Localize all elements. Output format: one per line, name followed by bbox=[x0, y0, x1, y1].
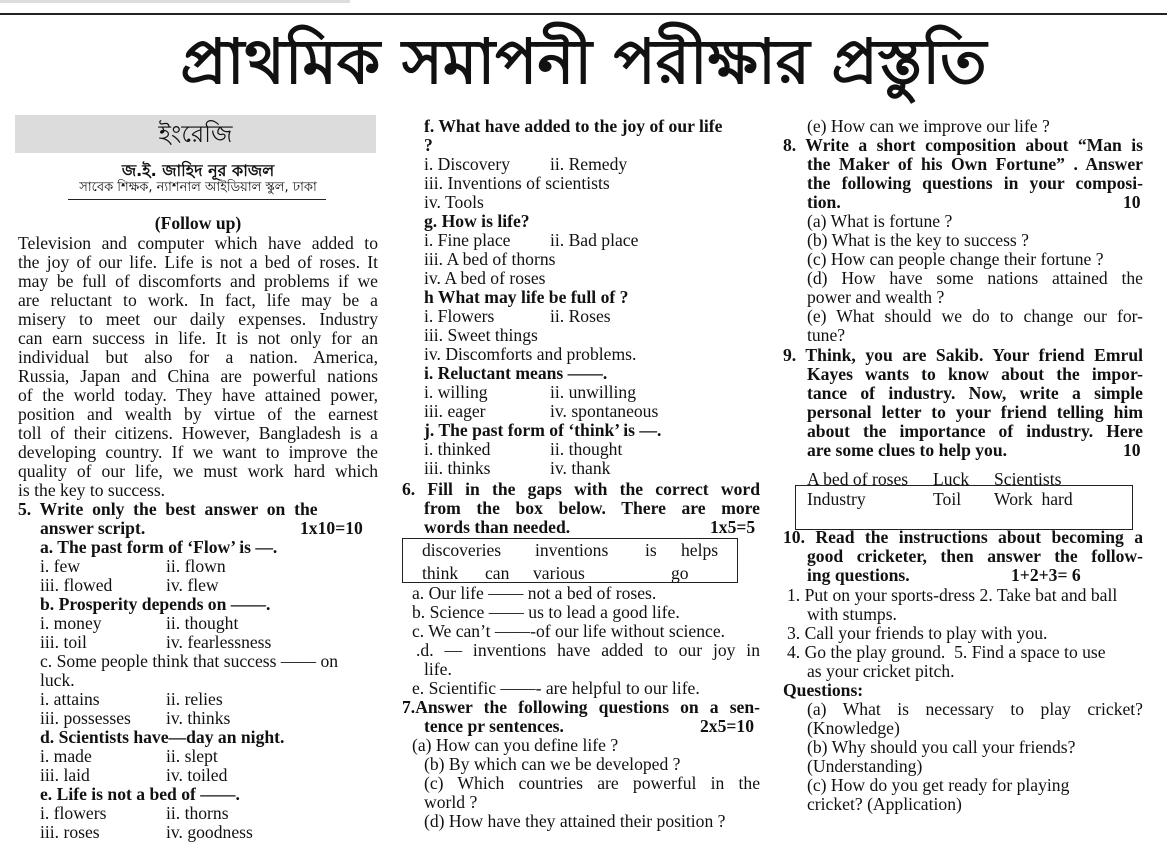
top-rule bbox=[0, 13, 1167, 15]
q5-heading: 5. Write only the best answer on the bbox=[18, 499, 318, 519]
q9-heading: 9. Think, you are Sakib. Your friend Emrul bbox=[783, 345, 1143, 365]
q7-item: (b) By which can we be developed ? bbox=[424, 754, 681, 774]
q9-heading-cont: tance of industry. Now, write a simple bbox=[807, 383, 1143, 403]
box-word: discoveries bbox=[422, 540, 502, 560]
q8-item: tune? bbox=[807, 325, 846, 345]
option: iv. flew bbox=[166, 575, 219, 595]
passage-line: the joy of our life. Life is not a bed of roses. It bbox=[18, 252, 378, 272]
q6-item: life. bbox=[424, 659, 452, 679]
clue-word: A bed of roses bbox=[807, 469, 909, 489]
clue-word: Luck bbox=[933, 469, 970, 489]
q6-heading-cont: from the box below. There are more bbox=[424, 498, 760, 518]
passage-line: misery to meet our daily expenses. Industry bbox=[18, 309, 378, 329]
option: iii. roses bbox=[40, 822, 100, 842]
author-name: জ.ই. জাহিদ নূর কাজল bbox=[121, 161, 275, 180]
q5-marks: 1x10=10 bbox=[300, 518, 363, 538]
box-word: helps bbox=[681, 540, 719, 560]
option: ii. thought bbox=[166, 613, 239, 633]
option: ii. relies bbox=[166, 689, 223, 709]
option: ii. thorns bbox=[166, 803, 229, 823]
masthead-title: প্রাথমিক সমাপনী পরীক্ষার প্রস্তুতি bbox=[180, 25, 987, 98]
instruction: as your cricket pitch. bbox=[807, 661, 955, 681]
q5b-question: b. Prosperity depends on ——. bbox=[40, 594, 271, 614]
top-margin-mark bbox=[0, 0, 350, 3]
option: ii. Remedy bbox=[550, 154, 628, 174]
box-word: various bbox=[533, 563, 585, 583]
box-word: think bbox=[422, 563, 459, 583]
q8-heading-cont: the following questions in your composi- bbox=[807, 173, 1143, 193]
q7-item: (c) Which countries are powerful in the bbox=[424, 773, 760, 793]
option: iii. Inventions of scientists bbox=[424, 173, 610, 193]
q5-heading-cont: answer script. bbox=[40, 518, 146, 538]
q10-item: (a) What is necessary to play cricket? bbox=[807, 699, 1143, 719]
option: iv. A bed of roses bbox=[424, 268, 546, 288]
option: iii. A bed of thorns bbox=[424, 249, 556, 269]
option: iv. thinks bbox=[166, 708, 231, 728]
box-word: is bbox=[645, 540, 657, 560]
option: ii. Bad place bbox=[550, 230, 639, 250]
q7-item: (a) How can you define life ? bbox=[412, 735, 619, 755]
qi-question: i. Reluctant means ——. bbox=[424, 363, 608, 383]
instruction: 3. Call your friends to play with you. bbox=[787, 623, 1048, 643]
instruction: 4. Go the play ground. 5. Find a space to use bbox=[787, 642, 1106, 662]
passage-line: quality of our life, we must work hard which bbox=[18, 461, 378, 481]
q10-item: (b) Why should you call your friends? bbox=[807, 737, 1076, 757]
qf-question: f. What have added to the joy of our life bbox=[424, 116, 723, 136]
option: iv. toiled bbox=[166, 765, 228, 785]
option: i. few bbox=[40, 556, 81, 576]
q8-item: (e) What should we do to change our for- bbox=[807, 306, 1143, 326]
qf-question-cont: ? bbox=[424, 135, 433, 155]
q5c-question: c. Some people think that success —— on bbox=[40, 651, 339, 671]
option: i. flowers bbox=[40, 803, 107, 823]
q10-marks: 1+2+3= 6 bbox=[1011, 565, 1081, 585]
q5a-question: a. The past form of ‘Flow’ is —. bbox=[40, 537, 278, 557]
option: iv. thank bbox=[550, 458, 611, 478]
option: ii. flown bbox=[166, 556, 226, 576]
option: iii. possesses bbox=[40, 708, 131, 728]
q8-item: (b) What is the key to success ? bbox=[807, 230, 1029, 250]
clue-word: Toil bbox=[933, 489, 962, 509]
passage-line: Television and computer which have added to bbox=[18, 233, 378, 253]
box-word: can bbox=[485, 563, 510, 583]
passage-line: are reluctant to work. In fact, life may be a bbox=[18, 290, 378, 310]
option: iii. Sweet things bbox=[424, 325, 538, 345]
option: iv. fearlessness bbox=[166, 632, 272, 652]
option: i. made bbox=[40, 746, 92, 766]
option: i. Flowers bbox=[424, 306, 495, 326]
q10-item: cricket? (Application) bbox=[807, 794, 962, 814]
q7-item: (d) How have they attained their position ? bbox=[424, 811, 726, 831]
option: iii. flowed bbox=[40, 575, 113, 595]
q9-heading-cont: Kayes wants to know about the impor- bbox=[807, 364, 1143, 384]
q9-heading-cont: about the importance of industry. Here bbox=[807, 421, 1143, 441]
author-underline bbox=[68, 199, 326, 200]
passage-line: of the world today. They have attained power, bbox=[18, 385, 378, 405]
q8-heading-cont: the Maker of his Own Fortune” . Answer bbox=[807, 154, 1143, 174]
author-role: সাবেক শিক্ষক, ন্যাশনাল আইডিয়াল স্কুল, ঢাকা bbox=[79, 180, 317, 195]
q9-heading-cont: are some clues to help you. bbox=[807, 440, 1008, 460]
passage-line: can earn success in life. It is not only for an bbox=[18, 328, 378, 348]
passage-line: is the key to success. bbox=[18, 480, 166, 500]
q9-marks: 10 bbox=[1123, 440, 1141, 460]
option: iii. eager bbox=[424, 401, 486, 421]
follow-up-label: (Follow up) bbox=[154, 213, 242, 233]
qg-question: g. How is life? bbox=[424, 211, 530, 231]
option: ii. Roses bbox=[550, 306, 611, 326]
q6-item: a. Our life —— not a bed of roses. bbox=[412, 583, 657, 603]
q5c-question-cont: luck. bbox=[40, 670, 75, 690]
subject-heading: ইংরেজি bbox=[15, 115, 376, 153]
q7-heading: 7.Answer the following questions on a sen- bbox=[402, 697, 760, 717]
passage-line: may be full of discomforts and problems if we bbox=[18, 271, 378, 291]
q6-item: b. Science —— us to lead a good life. bbox=[412, 602, 680, 622]
option: i. thinked bbox=[424, 439, 491, 459]
option: i. Discovery bbox=[424, 154, 510, 174]
option: iii. toil bbox=[40, 632, 87, 652]
box-word: inventions bbox=[535, 540, 609, 560]
q6-heading: 6. Fill in the gaps with the correct word bbox=[402, 479, 760, 499]
passage-line: position and wealth by virtue of the earnest bbox=[18, 404, 378, 424]
option: i. willing bbox=[424, 382, 488, 402]
q8-heading-cont: tion. bbox=[807, 192, 841, 212]
instruction: 1. Put on your sports-dress 2. Take bat and ball bbox=[787, 585, 1118, 605]
q10-item: (Understanding) bbox=[807, 756, 923, 776]
q8-heading: 8. Write a short composition about “Man is bbox=[783, 135, 1143, 155]
option: i. money bbox=[40, 613, 102, 633]
qj-question: j. The past form of ‘think’ is —. bbox=[424, 420, 662, 440]
option: iv. goodness bbox=[166, 822, 253, 842]
q9-heading-cont: personal letter to your friend telling him bbox=[807, 402, 1143, 422]
qh-question: h What may life be full of ? bbox=[424, 287, 629, 307]
box-word: go bbox=[671, 563, 689, 583]
q8-item: (c) How can people change their fortune ? bbox=[807, 249, 1104, 269]
q7-item: world ? bbox=[424, 792, 478, 812]
q5e-question: e. Life is not a bed of ——. bbox=[40, 784, 240, 804]
q5d-question: d. Scientists have—day an night. bbox=[40, 727, 285, 747]
q10-heading-cont: good cricketer, then answer the follow- bbox=[807, 546, 1143, 566]
option: i. attains bbox=[40, 689, 100, 709]
q6-marks: 1x5=5 bbox=[710, 517, 756, 537]
q10-item: (c) How do you get ready for playing bbox=[807, 775, 1070, 795]
q6-item: e. Scientific ——- are helpful to our life. bbox=[412, 678, 700, 698]
option: ii. unwilling bbox=[550, 382, 637, 402]
q8-item: power and wealth ? bbox=[807, 287, 945, 307]
option: iv. Tools bbox=[424, 192, 484, 212]
q6-heading-cont: words than needed. bbox=[424, 517, 571, 537]
option: iv. spontaneous bbox=[550, 401, 659, 421]
option: iii. laid bbox=[40, 765, 90, 785]
q7e-item: (e) How can we improve our life ? bbox=[807, 116, 1050, 136]
passage-line: developing country. If we want to improve the bbox=[18, 442, 378, 462]
passage-line: Russia, Japan and China are powerful nations bbox=[18, 366, 378, 386]
option: iii. thinks bbox=[424, 458, 491, 478]
clue-word: Scientists bbox=[994, 469, 1062, 489]
passage-line: toll of their citizens. However, Bangladesh is a bbox=[18, 423, 378, 443]
passage-line: individual but also for a nation. America, bbox=[18, 347, 378, 367]
clue-word: Industry bbox=[807, 489, 866, 509]
option: iv. Discomforts and problems. bbox=[424, 344, 637, 364]
q10-heading: 10. Read the instructions about becoming a bbox=[783, 527, 1143, 547]
q8-item: (d) How have some nations attained the bbox=[807, 268, 1143, 288]
instruction: with stumps. bbox=[807, 604, 897, 624]
q10-item: (Knowledge) bbox=[807, 718, 900, 738]
clue-word: Work hard bbox=[994, 489, 1073, 509]
q7-marks: 2x5=10 bbox=[700, 716, 755, 736]
q8-marks: 10 bbox=[1123, 192, 1141, 212]
q7-heading-cont: tence pr sentences. bbox=[424, 716, 564, 736]
questions-label: Questions: bbox=[783, 680, 864, 700]
q10-heading-cont: ing questions. bbox=[807, 565, 910, 585]
q6-item: .d. — inventions have added to our joy in bbox=[416, 640, 760, 660]
option: ii. thought bbox=[550, 439, 623, 459]
option: ii. slept bbox=[166, 746, 218, 766]
q6-item: c. We can’t ——-of our life without science. bbox=[412, 621, 726, 641]
option: i. Fine place bbox=[424, 230, 511, 250]
q8-item: (a) What is fortune ? bbox=[807, 211, 953, 231]
